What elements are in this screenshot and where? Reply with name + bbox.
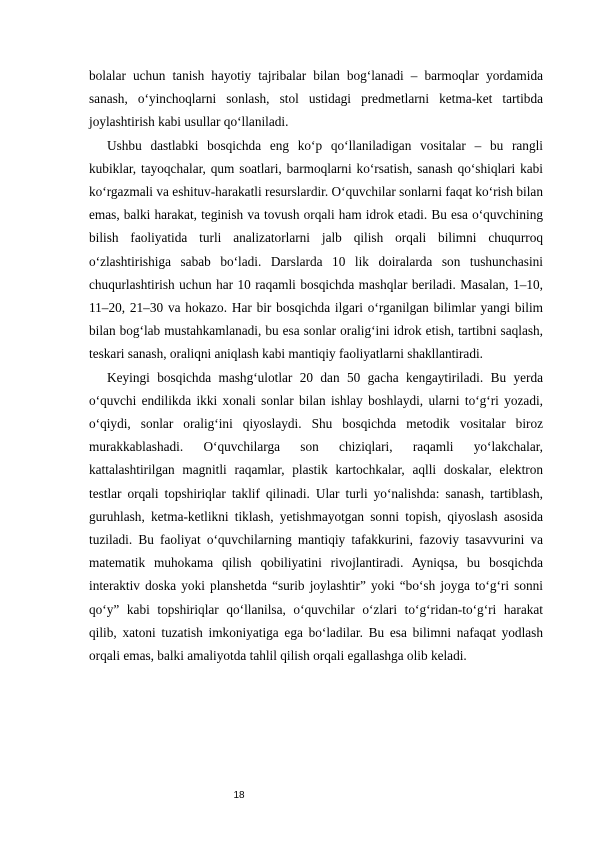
page-number: 18 — [233, 790, 245, 801]
document-body — [89, 64, 543, 667]
paragraph-tools: Ushbu dastlabki bosqichda eng ko‘p qo‘llaniladigan vositalar – bu rangli kubiklar, tayoqchalar, qum soatlari, barmoqlarni ko‘rsatish, sanash qo‘shiqlari kabi ko‘rgazmali va eshituv-harakatli resurslardir. O‘quvchilar sonlarni faqat ko‘rish bilan emas, balki harakat, teginish va tovush orqali ham idrok etadi. Bu esa o‘quvchining bilish faoliyatida turli analizatorlarni jalb qilish orqali bilimni chuqurroq o‘zlashtirishiga sabab bo‘ladi. Darslarda 10 lik doiralarda son tushunchasini chuqurlashtirish uchun har 10 raqamli bosqichda mashqlar beriladi. Masalan, 1–10, 11–20, 21–30 va hokazo. Har bir bosqichda ilgari o‘rganilgan bilimlar yangi bilim bilan bog‘lab mustahkamlanadi, bu esa sonlar oralig‘ini idrok etish, tartibni saqlash, teskari sanash, oraliqni aniqlash kabi mantiqiy faoliyatlarni shakllantiradi. — [89, 137, 543, 362]
paragraph-continuation: bolalar uchun tanish hayotiy tajribalar bilan bog‘lanadi – barmoqlar yordamida sanash, o‘yinchoqlarni sonlash, stol ustidagi predmetlarni ketma-ket tartibda joylashtirish kabi usullar qo‘llaniladi. — [89, 68, 543, 130]
paragraph-next-stage: Keyingi bosqichda mashg‘ulotlar 20 dan 50 gacha kengaytiriladi. Bu yerda o‘quvchi endilikda ikki xonali sonlar bilan ishlay boshlaydi, ularni to‘g‘ri yozadi, o‘qiydi, sonlar oralig‘ini qiyoslaydi. Shu bosqichda metodik vositalar biroz murakkablashadi. O‘quvchilarga son chiziqlari, raqamli yo‘lakchalar, kattalashtirilgan magnitli raqamlar, plastik kartochkalar, aqlli doskalar, elektron testlar orqali topshiriqlar taklif qilinadi. Ular turli yo‘nalishda: sanash, tartiblash, guruhlash, ketma-ketlikni tiklash, yetishmayotgan sonni topish, qiyoslash asosida tuziladi. Bu faoliyat o‘quvchilarning mantiqiy tafakkurini, fazoviy tasavvurini va matematik muhokama qilish qobiliyatini rivojlantiradi. Ayniqsa, bu bosqichda interaktiv doska yoki planshetda “surib joylashtir” yoki “bo‘sh joyga to‘g‘ri sonni qo‘y” kabi topshiriqlar qo‘llanilsa, o‘quvchilar o‘zlari to‘g‘ridan-to‘g‘ri harakat qilib, xatoni tuzatish imkoniyatiga ega bo‘ladilar. Bu esa bilimni nafaqat yodlash orqali emas, balki amaliyotda tahlil qilish orqali egallashga olib keladi. — [89, 369, 543, 664]
